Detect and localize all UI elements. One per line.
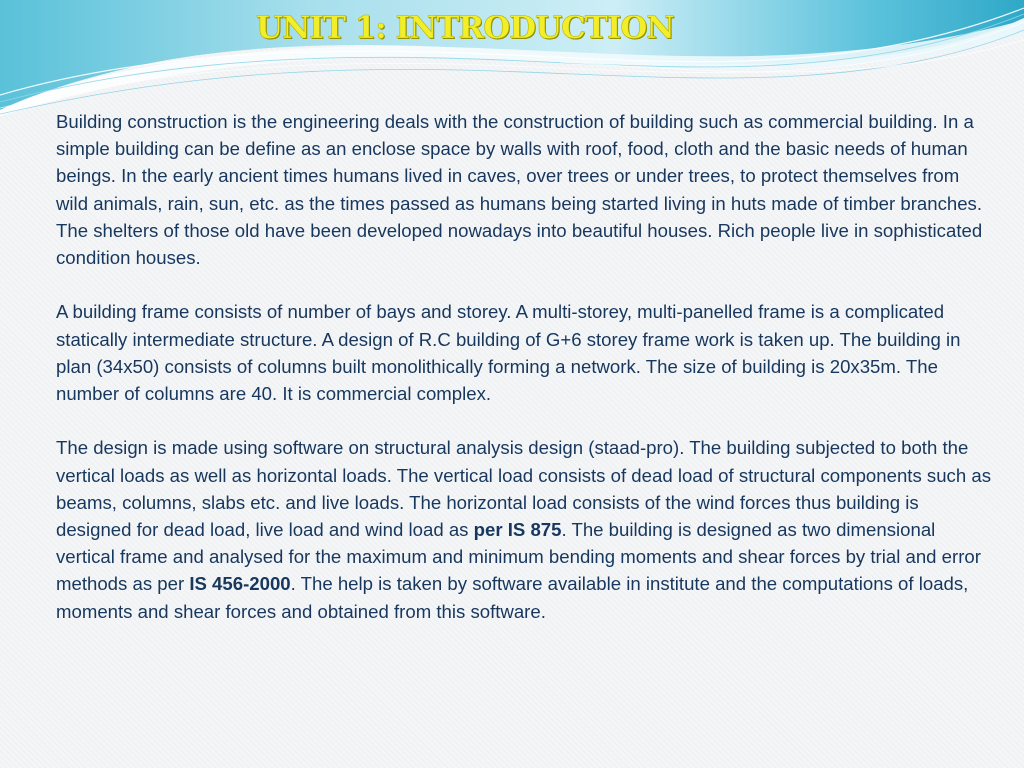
design-text-part-2: . The building is designed as two dimensional vertical frame and analysed for the maximum and minimum bending moments and shear forces by trial and error methods as per [56, 519, 981, 595]
paragraph-building-frame: A building frame consists of number of bays and storey. A multi-storey, multi-panelled frame is a complicated statically intermediate structure. A design of R.C building of G+6 storey frame work is taken up. The building in plan (34x50) consists of columns built monolithically forming a network. The size of building is 20x35m. The number of columns are 40. It is commercial complex. [56, 301, 961, 405]
design-text-part-3: . The help is taken by software available in institute and the computations of loads, moments and shear forces and obtained from this software. [56, 573, 969, 622]
slide-title: UNIT 1: INTRODUCTION [256, 10, 674, 46]
paragraph-building-construction: Building construction is the engineering deals with the construction of building such as commercial building. In a simple building can be define as an enclose space by walls with roof, food, cloth and the basic needs of human beings. In the early ancient times humans lived in caves, over trees or under trees, to protect themselves from wild animals, rain, sun, etc. as the times passed as humans being started living in huts made of timber branches. The shelters of those old have been developed nowadays into beautiful houses. Rich people live in sophisticated condition houses. [56, 111, 983, 269]
standard-reference-is-875: per IS 875 [473, 519, 562, 541]
body-content [56, 108, 991, 652]
design-text-part-1: The design is made using software on structural analysis design (staad-pro). The building subjected to both the vertical loads as well as horizontal loads. The vertical load consists of dead load of structural components such as beams, columns, slabs etc. and live loads. The horizontal load consists of the wind forces thus building is designed for dead load, live load and wind load as [56, 437, 991, 541]
standard-reference-is-456: IS 456-2000 [189, 573, 291, 595]
paragraph-design-method [56, 434, 991, 624]
